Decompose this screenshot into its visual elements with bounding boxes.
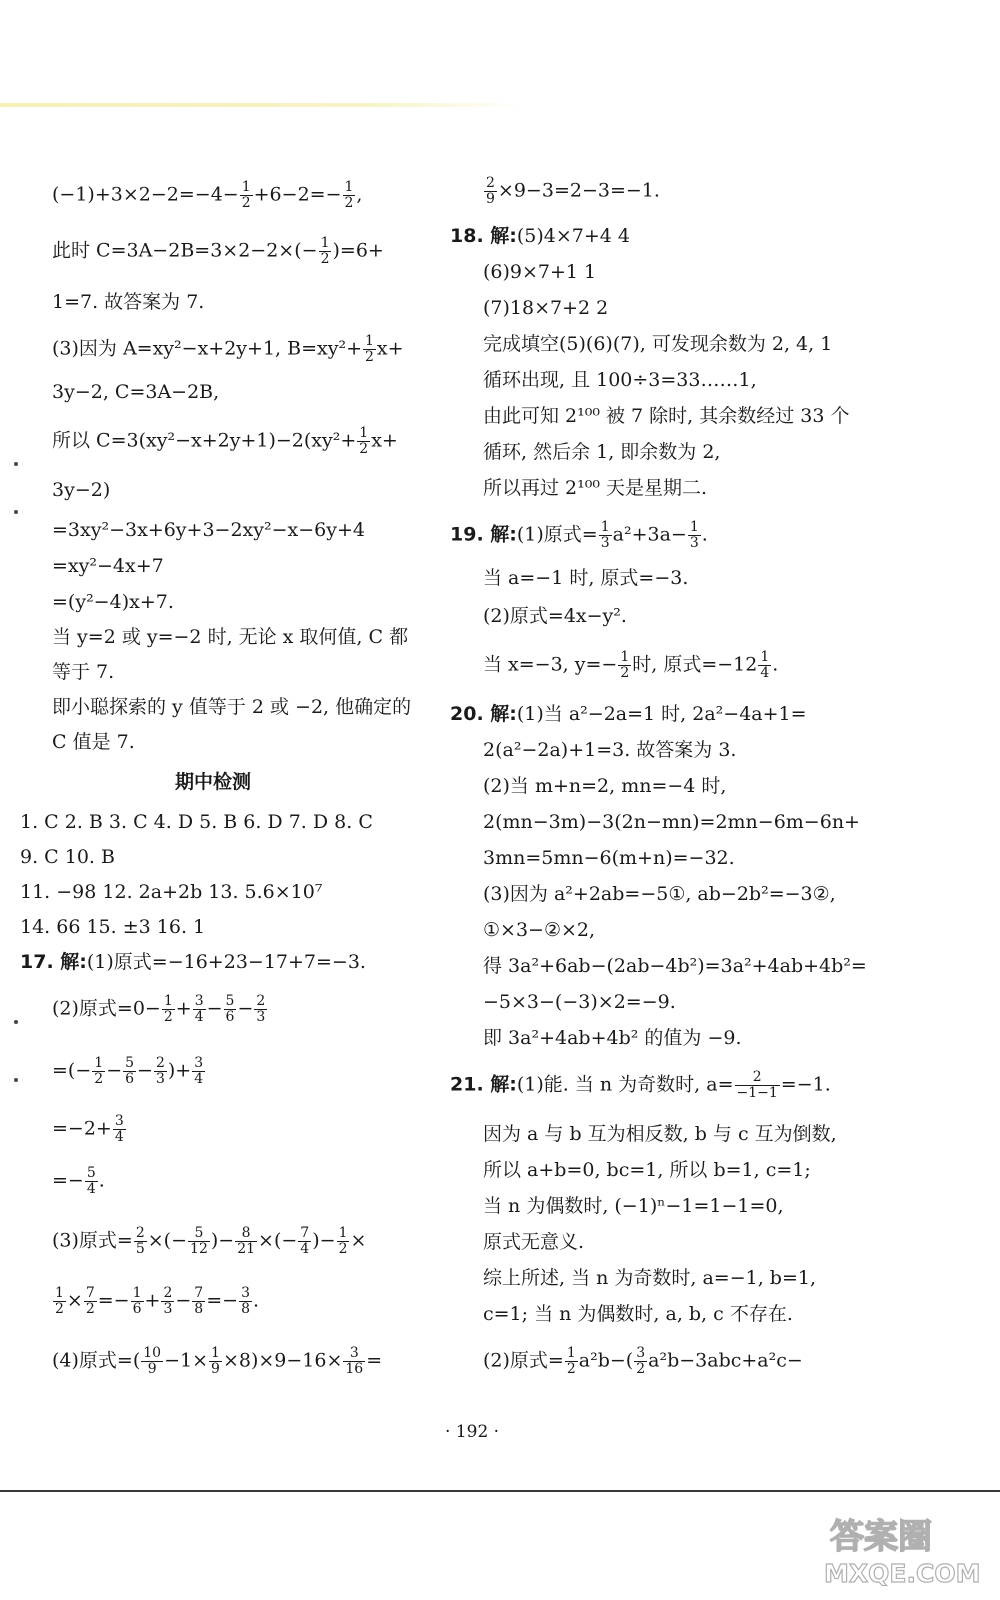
top-decorative-bar [0,103,525,107]
fraction: $\frac{3}{4}$ [194,993,204,1025]
left-line-14: C 值是 7. [52,731,135,753]
fraction: $\frac{7}{2}$ [85,1285,95,1317]
fraction: $\frac{1}{2}$ [241,179,251,211]
left-line-2: 此时 C=3A−2B=3×2−2×(− $\frac{1}{2}$ )=6+ [52,235,384,267]
fraction: $\frac{2}{5}$ [135,1225,145,1257]
q17-line-7: $\frac{1}{2}$ × $\frac{7}{2}$ =− $\frac{1}{6}$ + $\frac{2}{3}$ − $\frac{7}{8}$ =− $\frac{3}{8}$ . [55,1285,260,1317]
watermark-logo [820,1510,990,1590]
bottom-rule [0,1490,1000,1492]
left-line-13: 即小聪探索的 y 值等于 2 或 −2, 他确定的 [52,696,412,718]
fill-answers-1: 11. −98 12. 2a+2b 13. 5.6×10⁷ [20,881,323,903]
fraction: $\frac{3}{16}$ [345,1345,364,1377]
left-line-5: 3y−2, C=3A−2B, [52,381,220,403]
fraction: $\frac{5}{6}$ [125,1055,135,1087]
question-number: 21. 解: [450,1073,517,1096]
q20-line-6: (3)因为 a²+2ab=−5①, ab−2b²=−3②, [483,883,836,905]
q21-line-3: 所以 a+b=0, bc=1, 所以 b=1, c=1; [483,1159,811,1181]
mc-answers-2: 9. C 10. B [20,846,115,868]
q20-line-4: 2(mn−3m)−3(2n−mn)=2mn−6m−6n+ [483,811,860,833]
q21-line-1: 21. 解:(1)能. 当 n 为奇数时, a= $\frac{2}{-1-1}$ =−1. [450,1069,831,1101]
fraction: $\frac{1}{3}$ [600,519,610,551]
fraction: $\frac{2}{3}$ [163,1285,173,1317]
fraction: $\frac{1}{2}$ [620,649,630,681]
margin-mark [14,462,18,466]
fraction: $\frac{1}{2}$ [338,1225,348,1257]
fraction: $\frac{1}{2}$ [566,1345,576,1377]
left-line-4: (3)因为 A=xy²−x+2y+1, B=xy²+ $\frac{1}{2}$ x+ [52,333,404,365]
q20-line-3: (2)当 m+n=2, mn=−4 时, [483,775,727,797]
q20-line-8: 得 3a²+6ab−(2ab−4b²)=3a²+4ab+4b²= [483,955,867,977]
q18-line-3: (7)18×7+2 2 [483,297,609,319]
margin-mark [14,1020,18,1024]
q17-line-6: (3)原式= $\frac{2}{5}$ ×(− $\frac{5}{12}$ )− $\frac{8}{21}$ ×(− $\frac{7}{4}$ )− $\frac{1}{2}$ × [52,1225,367,1257]
section-title: 期中检测 [175,771,252,793]
fraction: $\frac{1}{2}$ [344,179,354,211]
fraction: $\frac{1}{2}$ [94,1055,104,1087]
q18-line-5: 循环出现, 且 100÷3=33……1, [483,369,757,391]
fraction: $\frac{3}{8}$ [241,1285,250,1317]
q20-line-10: 即 3a²+4ab+4b² 的值为 −9. [483,1027,742,1049]
fraction: $\frac{1}{6}$ [132,1285,142,1317]
left-line-12: 等于 7. [52,661,115,683]
fraction: $\frac{1}{2}$ [365,333,374,365]
fraction: $\frac{7}{8}$ [194,1285,204,1317]
fraction: $\frac{1}{2}$ [163,993,173,1025]
fraction: $\frac{3}{2}$ [636,1345,646,1377]
right-line-1: $\frac{2}{9}$ ×9−3=2−3=−1. [486,175,660,207]
q20-line-2: 2(a²−2a)+1=3. 故答案为 3. [483,739,737,761]
fraction: $\frac{2}{3}$ [155,1055,165,1087]
q17-line-3: =(− $\frac{1}{2}$ − $\frac{5}{6}$ − $\frac{2}{3}$ )+ $\frac{3}{4}$ [52,1055,204,1087]
fraction: $\frac{3}{4}$ [194,1055,204,1087]
q21-line-6: 综上所述, 当 n 为奇数时, a=−1, b=1, [483,1267,817,1289]
q18-line-4: 完成填空(5)(6)(7), 可发现余数为 2, 4, 1 [483,333,833,355]
margin-mark [14,1078,18,1082]
fraction: $\frac{1}{2}$ [359,425,369,457]
q20-line-7: ①×3−②×2, [483,919,596,941]
fraction: $\frac{2}{3}$ [256,993,266,1025]
q17-line-1: 17. 解:(1)原式=−16+23−17+7=−3. [20,951,366,973]
q17-line-2: (2)原式=0− $\frac{1}{2}$ + $\frac{3}{4}$ − $\frac{5}{6}$ − $\frac{2}{3}$ [52,993,266,1025]
left-line-11: 当 y=2 或 y=−2 时, 无论 x 取何值, C 都 [52,626,409,648]
q18-line-1: 18. 解:(5)4×7+4 4 [450,225,631,247]
question-number: 19. 解: [450,523,517,546]
q18-line-7: 循环, 然后余 1, 即余数为 2, [483,441,721,463]
margin-mark [14,510,18,514]
q18-line-2: (6)9×7+1 1 [483,261,597,283]
q19-line-3: (2)原式=4x−y². [483,605,627,627]
fraction: $\frac{5}{6}$ [225,993,235,1025]
fraction: $\frac{5}{12}$ [190,1225,208,1257]
fraction: $\frac{7}{4}$ [300,1225,310,1257]
fraction: $\frac{2}{9}$ [486,175,495,207]
page-number: · 192 · [445,1422,500,1442]
fraction: $\frac{1}{3}$ [689,519,699,551]
q18-line-6: 由此可知 2¹⁰⁰ 被 7 除时, 其余数经过 33 个 [483,405,850,427]
q21-line-4: 当 n 为偶数时, (−1)ⁿ−1=1−1=0, [483,1195,784,1217]
q17-line-5: =− $\frac{5}{4}$ . [52,1165,105,1197]
fraction: $\frac{8}{21}$ [237,1225,256,1257]
fraction: $\frac{3}{4}$ [114,1113,124,1145]
q21-line-2: 因为 a 与 b 互为相反数, b 与 c 互为倒数, [483,1123,837,1145]
left-line-1: (−1)+3×2−2=−4− $\frac{1}{2}$ +6−2=− $\frac{1}{2}$ , [52,179,363,211]
q18-line-8: 所以再过 2¹⁰⁰ 天是星期二. [483,477,708,499]
left-line-8: =3xy²−3x+6y+3−2xy²−x−6y+4 [52,519,366,541]
q17-line-8: (4)原式=( $\frac{10}{9}$ −1× $\frac{1}{9}$ ×8)×9−16× $\frac{3}{16}$ = [52,1345,383,1377]
watermark-line2: MXQE.COM [824,1559,981,1588]
q21-line-5: 原式无意义. [483,1231,585,1253]
fraction: $\frac{1}{2}$ [55,1285,64,1317]
q19-line-1: 19. 解:(1)原式= $\frac{1}{3}$ a²+3a− $\frac{1}{3}$ . [450,519,708,551]
q20-line-1: 20. 解:(1)当 a²−2a=1 时, 2a²−4a+1= [450,703,807,725]
q20-line-5: 3mn=5mn−6(m+n)=−32. [483,847,735,869]
fraction: $\frac{10}{9}$ [143,1345,162,1377]
mc-answers-1: 1. C 2. B 3. C 4. D 5. B 6. D 7. D 8. C [20,811,373,833]
left-line-6: 所以 C=3(xy²−x+2y+1)−2(xy²+ $\frac{1}{2}$ x+ [52,425,398,457]
question-number: 20. 解: [450,703,517,725]
fraction: $\frac{1}{2}$ [320,235,330,267]
fraction: $\frac{1}{9}$ [211,1345,220,1377]
q21-line-8: (2)原式= $\frac{1}{2}$ a²b−( $\frac{3}{2}$ a²b−3abc+a²c− [483,1345,803,1377]
left-line-9: =xy²−4x+7 [52,555,164,577]
fill-answers-2: 14. 66 15. ±3 16. 1 [20,916,206,938]
left-line-3: 1=7. 故答案为 7. [52,291,205,313]
q19-line-2: 当 a=−1 时, 原式=−3. [483,567,689,589]
q21-line-7: c=1; 当 n 为偶数时, a, b, c 不存在. [483,1303,793,1325]
q19-line-4: 当 x=−3, y=− $\frac{1}{2}$ 时, 原式=−12 $\frac{1}{4}$ . [483,649,779,681]
fraction: $\frac{2}{-1-1}$ [736,1069,778,1101]
fraction: $\frac{5}{4}$ [86,1165,96,1197]
left-line-10: =(y²−4)x+7. [52,591,174,613]
watermark-line1: 答案圈 [830,1517,932,1557]
question-number: 17. 解: [20,951,87,973]
left-line-7: 3y−2) [52,479,111,501]
fraction: $\frac{1}{4}$ [760,649,770,681]
question-number: 18. 解: [450,225,517,247]
q17-line-4: =−2+ $\frac{3}{4}$ [52,1113,124,1145]
q20-line-9: −5×3−(−3)×2=−9. [483,991,676,1013]
